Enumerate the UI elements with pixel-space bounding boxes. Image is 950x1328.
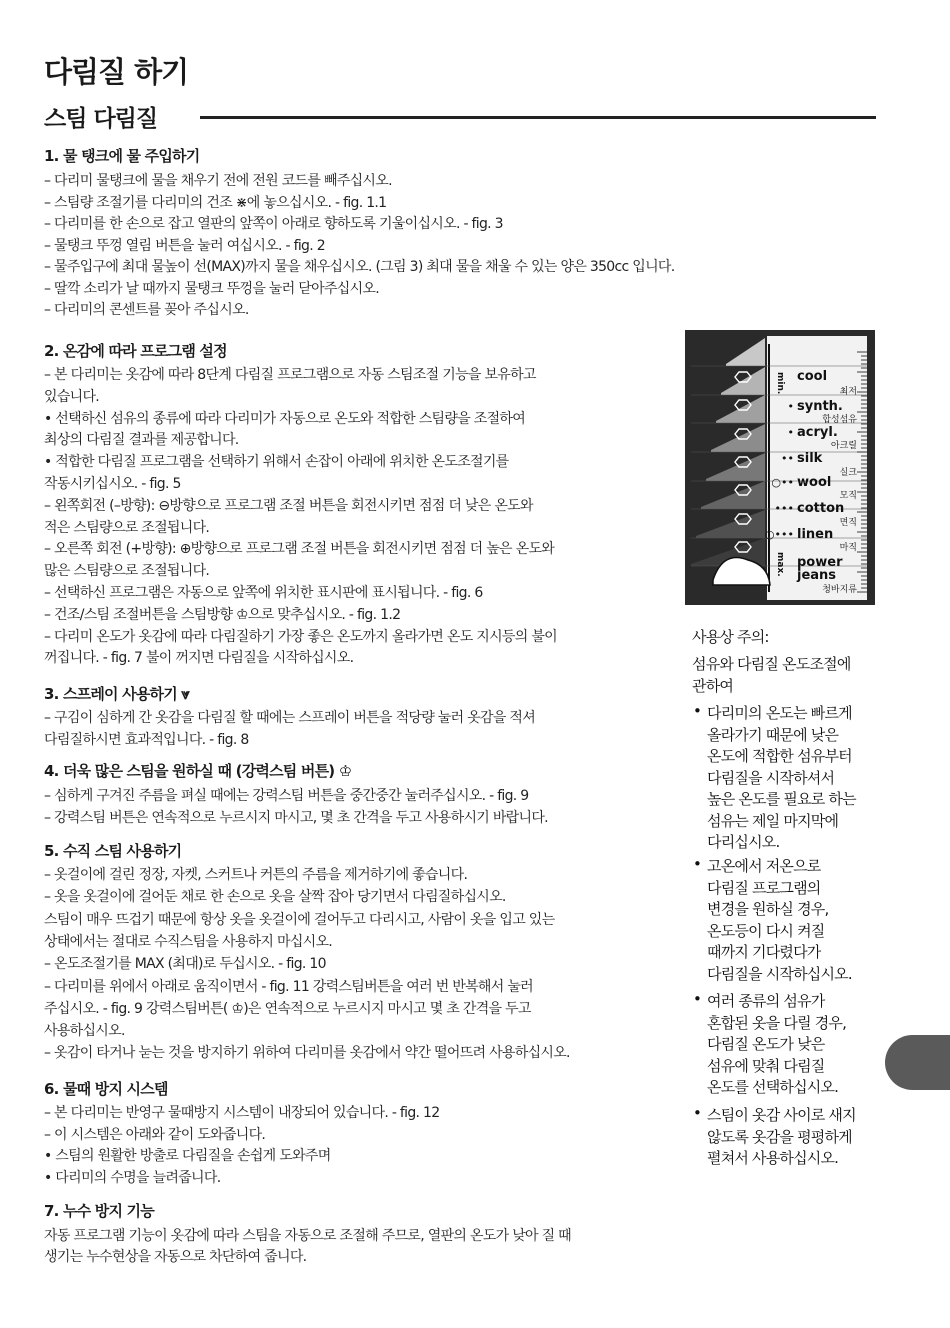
instruction-line: – 다리미의 콘센트를 꽂아 주십시오. [44, 302, 249, 318]
note-item-line: 온도에 적합한 섬유부터 [707, 747, 852, 765]
instruction-line: – 옷걸이에 걸린 정장, 자켓, 스커트나 커튼의 주름을 제거하기에 좋습니다. [44, 867, 468, 883]
note-item-line: 다림질 프로그램의 [707, 878, 821, 897]
note-item-line: 다림질을 시작하십시오. [707, 964, 852, 983]
min-label: min. [775, 372, 785, 395]
instruction-line: – 온도조절기를 MAX (최대)로 두십시오. - fig. 10 [44, 956, 326, 973]
note-item-line: 여러 종류의 섬유가 [707, 992, 825, 1010]
instruction-line: – 다리미 물탱크에 물을 채우기 전에 전원 코드를 빼주십시오. [44, 173, 392, 189]
note-item-line: 다리십시오. [707, 833, 780, 851]
instruction-line: 스팀이 매우 뜨겁기 때문에 항상 옷을 옷걸이에 걸어두고 다리시고, 사람이 옷을 입고 있는 [44, 911, 555, 928]
instruction-line: – 다리미를 한 손으로 잡고 열판의 앞쪽이 아래로 향하도록 기울이십시오. - fig. 3 [44, 216, 503, 232]
section-heading: 5. 수직 스팀 사용하기 [44, 842, 182, 860]
instruction-line: 있습니다. [44, 388, 100, 405]
instruction-line: • 선택하신 섬유의 종류에 따라 다리미가 자동으로 온도와 적합한 스팀량을 조절하여 [44, 410, 526, 427]
title-rule [200, 116, 876, 119]
section-heading: 6. 물때 방지 시스템 [44, 1080, 168, 1098]
steam-level-dots: ○•• [771, 476, 794, 489]
instruction-line: • 스팀의 원활한 방출로 다림질을 손쉽게 도와주며 [44, 1148, 331, 1164]
page-title: 다림질 하기 [44, 55, 189, 89]
fabric-label: jeans [797, 568, 837, 583]
note-item-line: 다림질을 시작하셔서 [707, 768, 835, 787]
instruction-line: – 건조/스팀 조절버튼을 스팀방향 ♔으로 맞추십시오. - fig. 1.2 [44, 606, 401, 623]
note-item-line: 올라가기 때문에 낮은 [707, 725, 839, 744]
instruction-line: 많은 스팀량으로 조절됩니다. [44, 563, 210, 580]
fabric-label-ko: 실크 [839, 468, 857, 478]
instruction-line: – 물탱크 뚜껑 열림 버튼을 눌러 여십시오. - fig. 2 [44, 237, 325, 254]
instruction-line: – 옷감이 타거나 눋는 것을 방지하기 위하여 다리미를 옷감에서 약간 떨어뜨려 사용하십시오. [44, 1045, 570, 1062]
note-item-line: 높은 온도를 필요로 하는 [707, 790, 856, 808]
steam-level-dots: •• [781, 452, 794, 465]
instruction-line: 다림질하시면 효과적입니다. - fig. 8 [44, 732, 249, 748]
notes-subheading: 섬유와 다림질 온도조절에 [692, 655, 851, 673]
program-dial-diagram [685, 330, 875, 605]
fabric-label: acryl. [797, 425, 838, 440]
notes-heading: 사용상 주의: [692, 628, 769, 646]
instruction-line: – 구김이 심하게 간 옷감을 다림질 할 때에는 스프레이 버튼을 적당량 눌러 옷감을 적셔 [44, 710, 536, 726]
fabric-label-ko: 아크릴 [830, 441, 857, 451]
instruction-line: – 선택하신 프로그램은 자동으로 앞쪽에 위치한 표시판에 표시됩니다. - fig. 6 [44, 585, 483, 601]
note-item-line: 온도를 선택하십시오. [707, 1078, 839, 1096]
fabric-label: cotton [797, 501, 845, 516]
instruction-line: 꺼집니다. - fig. 7 불이 꺼지면 다림질을 시작하십시오. [44, 650, 354, 667]
fabric-label-ko: 합성섬유 [822, 415, 857, 425]
instruction-line: – 강력스팀 버튼은 연속적으로 누르시지 마시고, 몇 초 간격을 두고 사용하시기 바랍니다. [44, 810, 548, 826]
fabric-label: power [797, 555, 843, 570]
note-item-line: 때까지 기다렸다가 [707, 943, 821, 961]
fabric-label: wool [797, 475, 832, 490]
temperature-program-panel [685, 330, 875, 605]
instruction-line: 생기는 누수현상을 자동으로 차단하여 줍니다. [44, 1249, 307, 1265]
section-heading: 2. 온감에 따라 프로그램 설정 [44, 342, 227, 360]
instruction-line: – 다리미 온도가 옷감에 따라 다림질하기 가장 좋은 온도까지 올라가면 온도 지시등의 불이 [44, 628, 557, 645]
note-item-line: 펼쳐서 사용하십시오. [707, 1149, 839, 1167]
instruction-line: 상태에서는 절대로 수직스팀을 사용하지 마십시오. [44, 933, 333, 950]
note-item-line: 혼합된 옷을 다릴 경우, [707, 1013, 847, 1032]
instruction-line: – 본 다리미는 옷감에 따라 8단계 다림질 프로그램으로 자동 스팀조절 기능을 보유하고 [44, 367, 536, 383]
steam-level-dots: ••• [774, 502, 794, 515]
steam-level-dots: • [787, 426, 794, 439]
fabric-label: silk [797, 451, 823, 466]
instruction-line: 최상의 다림질 결과를 제공합니다. [44, 432, 239, 449]
note-item-line: 고온에서 저온으로 [707, 857, 821, 875]
instruction-line: • 적합한 다림질 프로그램을 선택하기 위해서 손잡이 아래에 위치한 온도조절기를 [44, 454, 509, 471]
fabric-label-ko: 면직 [839, 518, 857, 528]
instruction-line: – 이 시스템은 아래와 같이 도와줍니다. [44, 1126, 266, 1143]
note-item-line: 스팀이 옷감 사이로 새지 [707, 1106, 856, 1124]
bullet-icon: • [693, 1104, 702, 1122]
note-item-line: 섬유는 제일 마지막에 [707, 811, 839, 830]
max-label: max. [775, 552, 785, 577]
fabric-label-ko: 모직 [839, 491, 857, 501]
note-item-line: 않도록 옷감을 평평하게 [707, 1127, 852, 1146]
bullet-icon: • [693, 855, 702, 873]
steam-level-dots: ○••• [764, 528, 794, 541]
instruction-line: 사용하십시오. [44, 1023, 125, 1040]
instruction-line: 작동시키십시오. - fig. 5 [44, 476, 181, 492]
fabric-label: cool [797, 369, 828, 384]
section-heading: 4. 더욱 많은 스팀을 원하실 때 (강력스팀 버튼) ♔ [44, 762, 352, 780]
fabric-label-ko: 청바지류 [822, 585, 857, 595]
section-title: 스팀 다림질 [44, 106, 158, 132]
instruction-line: – 왼쪽회전 (–방향): ⊖방향으로 프로그램 조절 버튼을 회전시키면 점점 더 낮은 온도와 [44, 497, 533, 514]
instruction-line: – 다리미를 위에서 아래로 움직이면서 - fig. 11 강력스팀버튼을 여러 번 반복해서 눌러 [44, 978, 533, 995]
fabric-label-ko: 최저 [839, 387, 857, 397]
instruction-line: 주십시오. - fig. 9 강력스팀버튼( ♔)은 연속적으로 누르시지 마시고 몇 초 간격을 두고 [44, 1000, 531, 1017]
steam-level-dots: • [787, 400, 794, 413]
instruction-line: 자동 프로그램 기능이 옷감에 따라 스팀을 자동으로 조절해 주므로, 열판의 온도가 낮아 질 때 [44, 1228, 571, 1244]
section-heading: 7. 누수 방지 기능 [44, 1202, 154, 1220]
instruction-line: – 옷을 옷걸이에 걸어둔 채로 한 손으로 옷을 살짝 잡아 당기면서 다림질하십시오. [44, 889, 506, 906]
bullet-icon: • [693, 702, 702, 720]
instruction-line: – 심하게 구겨진 주름을 펴실 때에는 강력스팀 버튼을 중간중간 눌러주십시오. - fig. 9 [44, 788, 529, 804]
note-item-line: 변경을 원하실 경우, [707, 900, 829, 918]
section-heading: 3. 스프레이 사용하기 ⩔ [44, 685, 189, 703]
note-item-line: 섬유에 맞춰 다림질 [707, 1056, 825, 1075]
instruction-line: • 다리미의 수명을 늘려줍니다. [44, 1169, 221, 1186]
note-item-line: 다리미의 온도는 빠르게 [707, 704, 852, 722]
instruction-line: 적은 스팀량으로 조절됩니다. [44, 519, 210, 536]
note-item-line: 온도등이 다시 켜질 [707, 921, 825, 940]
instruction-line: – 물주입구에 최대 물높이 선(MAX)까지 물을 채우십시오. (그림 3) 최대 물을 채울 수 있는 양은 350cc 입니다. [44, 259, 675, 275]
instruction-line: – 본 다리미는 반영구 물때방지 시스템이 내장되어 있습니다. - fig. 12 [44, 1105, 440, 1121]
fabric-label-ko: 마직 [839, 543, 857, 553]
fabric-label: linen [797, 527, 834, 542]
bullet-icon: • [693, 990, 702, 1008]
fabric-label: synth. [797, 399, 843, 414]
instruction-line: – 오른쪽 회전 (+방향): ⊕방향으로 프로그램 조절 버튼을 회전시키면 점점 더 높은 온도와 [44, 541, 555, 558]
instruction-line: – 스팀량 조절기를 다리미의 건조 ⋇에 놓으십시오. - fig. 1.1 [44, 194, 387, 211]
section-heading: 1. 물 탱크에 물 주입하기 [44, 147, 200, 165]
notes-subheading: 관하여 [692, 676, 734, 695]
note-item-line: 다림질 온도가 낮은 [707, 1035, 825, 1053]
instruction-line: – 딸깍 소리가 날 때까지 물탱크 뚜껑을 눌러 닫아주십시오. [44, 280, 380, 297]
page-side-tab [885, 1035, 950, 1090]
